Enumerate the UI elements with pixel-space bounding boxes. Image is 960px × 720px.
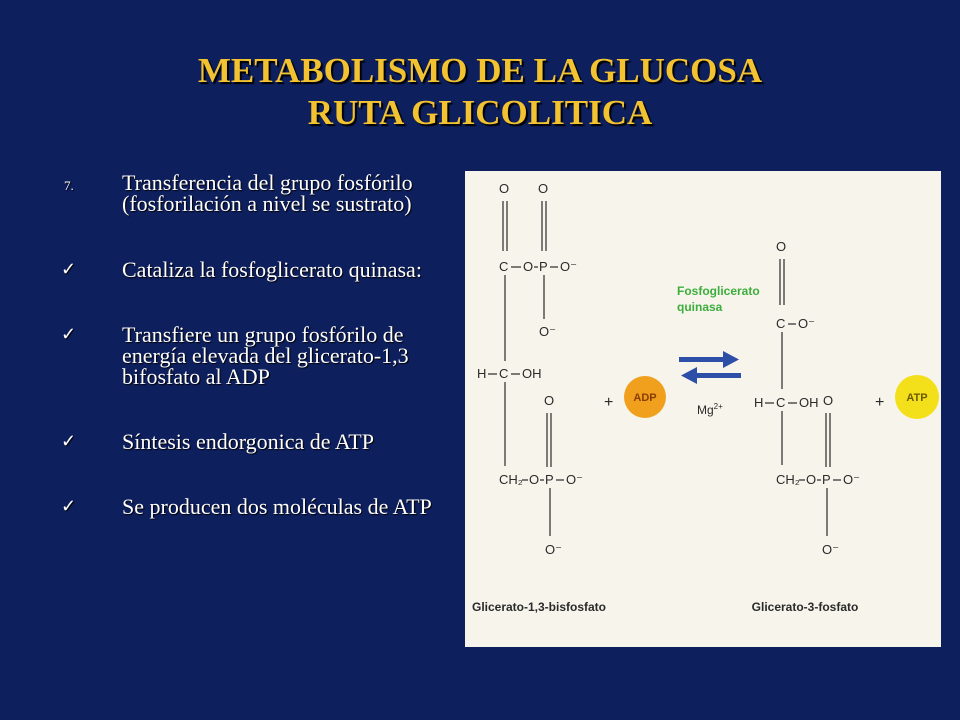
atom-o-minus: O⁻ <box>798 316 815 331</box>
atom-o: O <box>806 472 817 487</box>
atom-h: H <box>477 366 487 381</box>
list-item-text: Se producen dos moléculas de ATP <box>122 494 432 519</box>
atom-p: P <box>539 259 548 274</box>
list-item-text: Transfiere un grupo fosfórilo de energía elevada del glicerato-1,3 bifosfato al ADP <box>122 322 409 389</box>
forward-arrow <box>679 351 739 368</box>
atom-o-minus: O⁻ <box>545 542 562 557</box>
atom-oh: OH <box>799 395 819 410</box>
enzyme-label-line-2: quinasa <box>677 300 723 314</box>
title-line-2: RUTA GLICOLITICA <box>307 93 653 132</box>
atom-p: P <box>545 472 554 487</box>
checkmark-icon: ✓ <box>61 431 77 451</box>
left-molecule-caption: Glicerato-1,3-bisfosfato <box>471 600 607 614</box>
atom-o-minus: O⁻ <box>560 259 577 274</box>
checkmark-icon: ✓ <box>61 259 77 279</box>
atom-o: O <box>823 393 834 408</box>
list-item <box>52 172 452 214</box>
atom-o-minus: O⁻ <box>539 324 556 339</box>
plus-sign: + <box>604 394 614 411</box>
list-number: 7. <box>64 178 74 193</box>
reverse-arrow <box>681 367 741 384</box>
title-line-1: METABOLISMO DE LA GLUCOSA <box>197 51 763 90</box>
atom-c: C <box>499 259 509 274</box>
atom-o-minus: O⁻ <box>822 542 839 557</box>
atom-c: C <box>776 316 786 331</box>
slide-title <box>0 50 960 134</box>
adp-label: ADP <box>633 392 657 404</box>
list-item-text: Cataliza la fosfoglicerato quinasa: <box>122 257 422 282</box>
atom-o-minus: O⁻ <box>843 472 860 487</box>
enzyme-label-line-1: Fosfoglicerato <box>677 284 760 298</box>
atom-p: P <box>822 472 831 487</box>
atom-h: H <box>754 395 764 410</box>
list-item <box>52 496 452 517</box>
list-item <box>52 259 452 280</box>
atom-o: O <box>776 239 787 254</box>
atom-o: O <box>544 393 555 408</box>
atom-c: C <box>499 366 509 381</box>
atp-label: ATP <box>906 392 928 404</box>
atom-o: O <box>538 181 549 196</box>
cofactor-label: $Mg^{2+}$ <box>697 402 723 417</box>
atom-ch2: CH₂ <box>776 472 800 487</box>
atom-o: O <box>529 472 540 487</box>
atom-o: O <box>499 181 510 196</box>
bullet-list <box>52 172 452 517</box>
atom-o: O <box>523 259 534 274</box>
list-item-text: Síntesis endorgonica de ATP <box>122 429 374 454</box>
atom-ch2: CH₂ <box>499 472 523 487</box>
atom-o-minus: O⁻ <box>566 472 583 487</box>
reaction-diagram <box>465 171 941 647</box>
list-item <box>52 431 452 452</box>
checkmark-icon: ✓ <box>61 324 77 344</box>
plus-sign: + <box>875 394 885 411</box>
checkmark-icon: ✓ <box>61 496 77 516</box>
atom-oh: OH <box>522 366 542 381</box>
list-item <box>52 324 452 387</box>
reaction-svg <box>465 171 941 647</box>
list-item-text: Transferencia del grupo fosfórilo (fosforilación a nivel se sustrato) <box>122 170 413 216</box>
right-molecule-caption: Glicerato-3-fosfato <box>751 600 859 614</box>
atom-c: C <box>776 395 786 410</box>
